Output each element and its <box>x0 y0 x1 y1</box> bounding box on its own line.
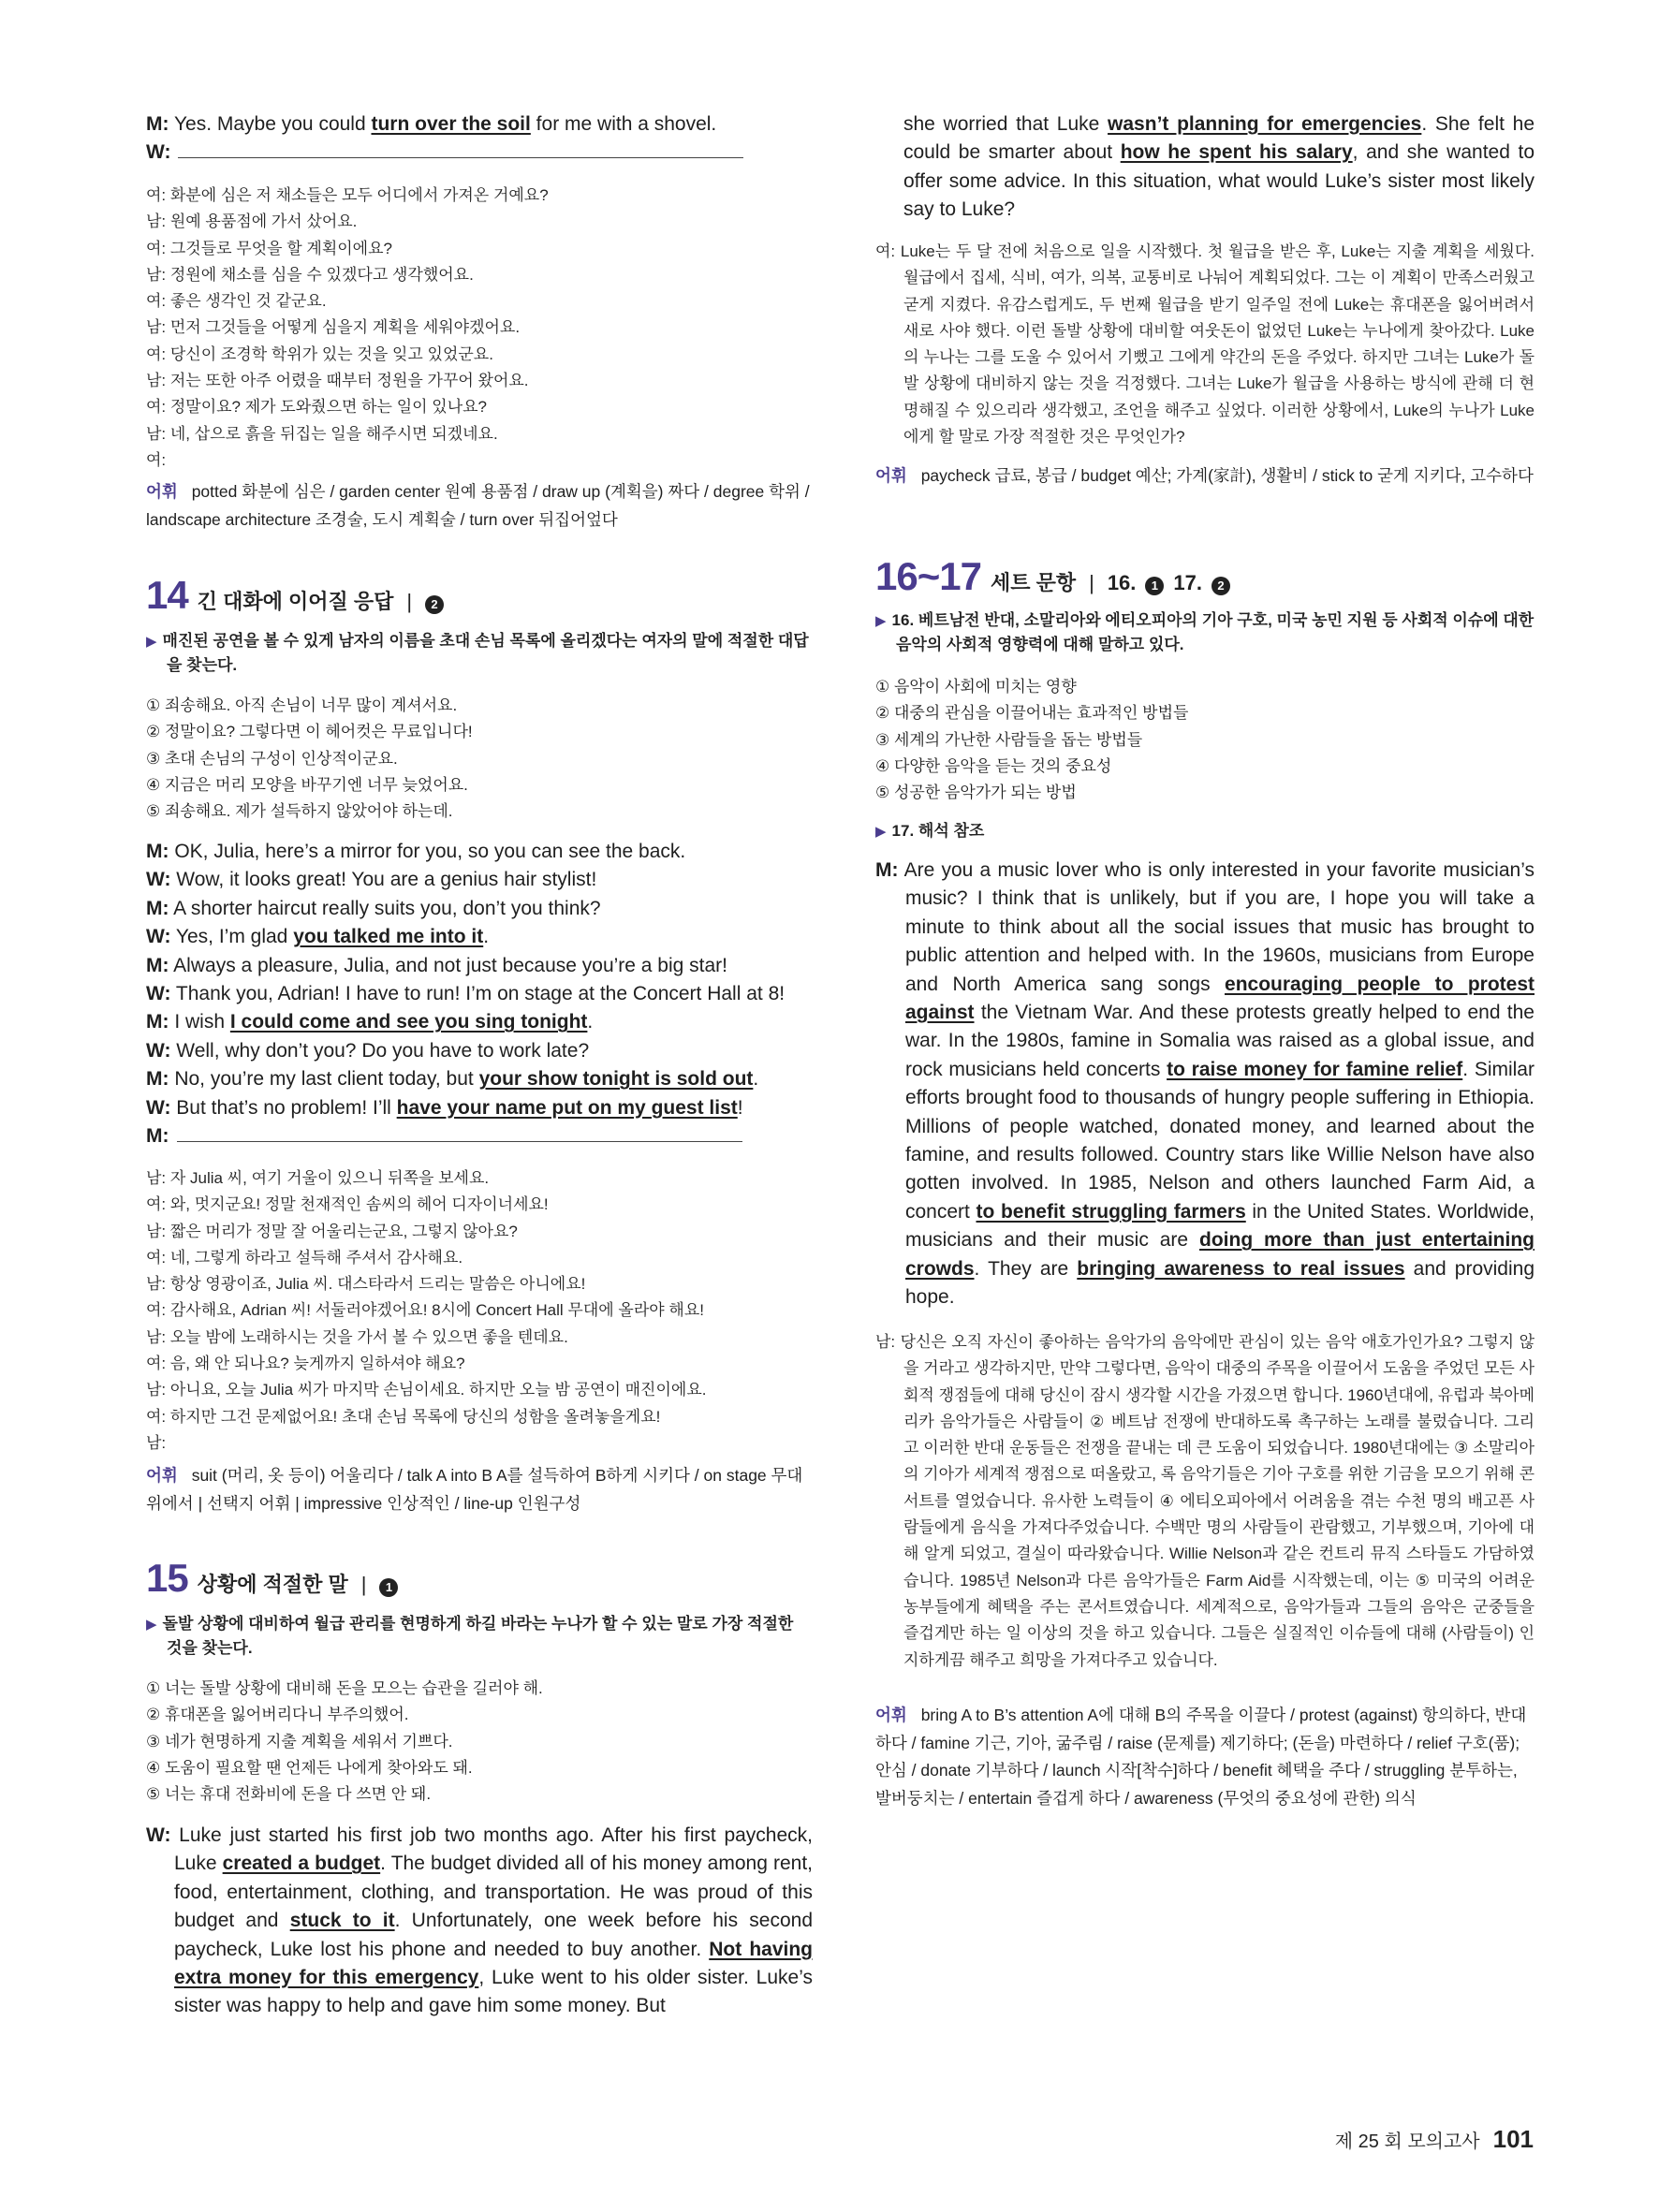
q15-options <box>146 1676 813 1808</box>
text-line: ⑤ 성공한 음악가가 되는 방법 <box>875 784 1077 802</box>
text-line: ③ 네가 현명하게 지출 계획을 세워서 기쁘다. <box>146 1732 453 1751</box>
dialogue-turn <box>146 139 813 167</box>
top-translation <box>146 183 813 474</box>
text-line: 여: <box>146 450 167 469</box>
text-line: 여: 하지만 그건 문제없어요! 초대 손님 목록에 당신의 성함을 올려놓을게요! <box>146 1407 661 1426</box>
underlined-phrase: you talked me into it <box>293 926 484 948</box>
text-line: 여: 당신이 조경학 학위가 있는 것을 잊고 있었군요. <box>146 344 493 363</box>
text-line: 여: 와, 멋지군요! 정말 천재적인 솜씨의 헤어 디자이너세요! <box>146 1195 549 1214</box>
question-number: 16~17 <box>875 554 981 598</box>
text-run: . <box>587 1011 594 1033</box>
text-line: 남: 짧은 머리가 정말 잘 어울리는군요, 그렇지 않아요? <box>146 1222 518 1240</box>
footer-label: 제 25 회 모의고사 <box>1334 2131 1480 2152</box>
speaker-label: M: <box>146 1068 169 1091</box>
q14-vocab <box>146 1462 813 1517</box>
dialogue-turn <box>146 1122 813 1150</box>
text-line: ④ 도움이 필요할 땐 언제든 나에게 찾아와도 돼. <box>146 1758 473 1777</box>
speaker-label: M: <box>875 859 899 881</box>
text-line: ④ 지금은 머리 모양을 바꾸기엔 너무 늦었어요. <box>146 775 468 794</box>
text-line: 남: 자 Julia 씨, 여기 거울이 있으니 뒤쪽을 보세요. <box>146 1169 490 1187</box>
vocab-text: paycheck 급료, 봉급 / budget 예산; 가계(家計), 생활비 / stick to 굳게 지키다, 고수하다 <box>920 466 1534 485</box>
dialogue-text <box>170 1097 742 1119</box>
text-line: ⑤ 죄송해요. 제가 설득하지 않았어야 하는데. <box>146 802 453 821</box>
top-dialogue <box>146 110 813 168</box>
text-run: . Unfortunately, one week before his second paycheck, Luke lost his phone and needed to buy another. <box>174 1910 814 1960</box>
q17-guide <box>875 819 1534 843</box>
question-title: 긴 대화에 이어질 응답 <box>197 590 394 613</box>
text-run: Thank you, Adrian! I have to run! I’m on stage at the Concert Hall at 8! <box>170 983 786 1005</box>
underlined-phrase: created a budget <box>222 1853 381 1875</box>
dialogue-turn <box>146 1065 813 1093</box>
translation-text: 남: 당신은 오직 자신이 좋아하는 음악가의 음악에만 관심이 있는 음악 애호가인가요? 그렇지 않을 거라고 생각하지만, 만약 그렇다면, 음악이 대중의 주목을 이끌어서 도움을 주었던 모든 사회적 쟁점들에 대해 당신이 잠시 생각할 시간을 가졌으면 합니다. 1960년대에, 유럽과 북아메리카 음악가들은 사람들이 ② 베트남 전쟁에 반대하도록 촉구하는 노래를 불렀습니다. 그리고 이러한 반대 운동들은 전쟁을 끝내는 데 큰 도움이 되었습니다. 1980년대에는 ③ 소말리아의 기아가 세계적 쟁점으로 떠올랐고, 록 음악기들은 기아 구호를 위한 기금을 모으기 위해 콘서트를 열었습니다. 유사한 노력들이 ④ 에티오피아에서 어려움을 겪는 수천 명의 배고픈 사람들에게 음식을 가져다주었습니다. 수백만 명의 사람들이 관람했고, 기부했으며, 기아에 대해 알게 되었고, 결실이 따라왔습니다. Willie Nelson과 같은 컨트리 뮤직 스타들도 가담하였습니다. 1985년 Nelson과 다른 음악가들은 Farm Aid를 시작했는데, 이는 ⑤ 미국의 어려운 농부들에게 혜택을 주는 콘서트였습니다. 세계적으로, 음악가들과 그들의 음악은 군중들을 즐겁게만 하는 일 이상의 것을 하고 있습니다. 그들은 실질적인 이슈들에 대해 (사람들이) 인지하게끔 해주고 희망을 가져다주고 있습니다. <box>875 1333 1534 1669</box>
text-run: Well, why don’t you? Do you have to work late? <box>170 1039 590 1062</box>
text-run: Yes. Maybe you could <box>169 113 372 135</box>
dialogue-text <box>169 955 728 976</box>
text-line: ④ 다양한 음악을 듣는 것의 중요성 <box>875 756 1112 775</box>
text-run: , Luke went to his older sister. Luke’s sister was happy to help and gave him some money. But <box>174 1967 813 2017</box>
text-line: ⑤ 너는 휴대 전화비에 돈을 다 쓰면 안 돼. <box>146 1785 432 1804</box>
text-line: ③ 세계의 가난한 사람들을 돕는 방법들 <box>875 730 1143 749</box>
dialogue-turn <box>146 838 813 866</box>
speaker-label: W: <box>146 983 171 1005</box>
dialogue-turn <box>146 866 813 894</box>
answer-mark-icon: 1 <box>379 1578 398 1597</box>
q14-header <box>146 573 813 618</box>
text-run: , and she wanted to offer some advice. In this situation, what would Luke’s sister most likely say to Luke? <box>903 141 1535 221</box>
dialogue-text <box>169 898 601 919</box>
triangle-icon: ▶ <box>875 824 887 840</box>
text-run: . The budget divided all of his money among rent, food, entertainment, clothing, and transportation. He was proud of this budget and <box>174 1853 813 1932</box>
text-run: Wow, it looks great! You are a genius hair stylist! <box>170 869 597 891</box>
dialogue-text <box>170 983 785 1004</box>
vocab-label: 어휘 <box>146 1466 178 1485</box>
text-run: A shorter haircut really suits you, don’t you think? <box>169 897 601 919</box>
text-line: ② 대중의 관심을 이끌어내는 효과적인 방법들 <box>875 704 1189 723</box>
speaker-label: M: <box>146 1011 169 1033</box>
speaker-label: W: <box>146 1824 171 1846</box>
text-line: 남: 원예 용품점에 가서 샀어요. <box>146 212 358 231</box>
speaker-label: M: <box>146 897 169 919</box>
q14-translation <box>146 1165 813 1457</box>
underlined-phrase: Not having extra money for this emergency <box>174 1938 813 1989</box>
speaker-label: W: <box>146 926 171 948</box>
text-run: Luke just started his first job two months ago. After his first paycheck, Luke <box>170 1824 813 1875</box>
q1617-vocab <box>875 1702 1534 1812</box>
vocab-label: 어휘 <box>875 1706 907 1724</box>
text-run: in the United States. Worldwide, musicians and their music are <box>905 1200 1534 1252</box>
answer-blank <box>178 156 743 158</box>
text-line: 남: 먼저 그것들을 어떻게 심을지 계획을 세워야겠어요. <box>146 318 521 337</box>
underlined-phrase: bringing awareness to real issues <box>1077 1257 1405 1280</box>
q15-vocab <box>875 462 1534 491</box>
underlined-phrase: I could come and see you sing tonight <box>229 1011 588 1033</box>
vocab-text: suit (머리, 옷 등이) 어울리다 / talk A into B A를 설득하여 B하게 시키다 / on stage 무대 위에서 | 선택지 어휘 | impressive 인상적인 / line-up 인원구성 <box>146 1466 803 1513</box>
text-run: and providing hope. <box>905 1257 1535 1309</box>
dialogue-turn <box>146 980 813 1008</box>
text-run: ! <box>737 1096 743 1119</box>
dialogue-turn <box>146 952 813 980</box>
dialogue-turn <box>146 1094 813 1122</box>
q1617-translation <box>875 1329 1534 1674</box>
underlined-phrase: encouraging people to protest against <box>905 973 1535 1024</box>
vocab-text: bring A to B’s attention A에 대해 B의 주목을 이끌다 / protest (against) 항의하다, 반대하다 / famine 기근, 기아, 굶주림 / raise (문제를) 제기하다; (돈을) 마련하다 / relief 구호(품); 안심 / donate 기부하다 / launch 시작[착수]하다 / benefit 혜택을 주다 / struggling 분투하는, 발버둥치는 / entertain 즐겁게 하다 / awareness (무엇의 중요성에 관한) 의식 <box>875 1706 1527 1808</box>
text-run: . They are <box>974 1257 1078 1280</box>
speaker-label: W: <box>146 141 171 164</box>
text-run: . Similar efforts brought food to thousands of hungry people suffering in Ethiopia. Millions of people watched, donated money, and learned about the famine, and results followed. Country stars like Willie Nelson have also gotten involved. In 1985, Nelson and others launched Farm Aid, a concert <box>905 1058 1534 1223</box>
underlined-phrase: stuck to it <box>289 1910 395 1932</box>
text-line: 여: 좋은 생각인 것 같군요. <box>146 292 327 311</box>
vocab-label: 어휘 <box>146 482 178 501</box>
q15-monologue-cont <box>875 110 1534 225</box>
answer-label-17: 17. <box>1173 571 1202 594</box>
text-line: ② 정말이요? 그렇다면 이 헤어컷은 무료입니다! <box>146 723 473 741</box>
q15-guide <box>146 1612 813 1660</box>
text-line: ① 음악이 사회에 미치는 영향 <box>875 678 1077 696</box>
dialogue-text <box>169 1011 594 1033</box>
q14-options <box>146 693 813 825</box>
underlined-phrase: to benefit struggling farmers <box>976 1200 1246 1223</box>
dialogue-text <box>169 841 686 862</box>
dialogue-turn <box>146 110 813 139</box>
monologue-text <box>170 1824 813 2016</box>
answer-mark-icon: 2 <box>425 595 444 614</box>
text-line: 여: 그것들로 무엇을 할 계획이에요? <box>146 239 392 257</box>
q1617-monologue <box>875 857 1534 1312</box>
answer-mark-icon: 2 <box>1211 577 1230 595</box>
speaker-label: M: <box>146 841 169 862</box>
text-run: . She felt he could be smarter about <box>903 113 1534 164</box>
question-title: 상황에 적절한 말 <box>197 1573 348 1596</box>
text-line: ① 너는 돌발 상황에 대비해 돈을 모으는 습관을 길러야 해. <box>146 1679 543 1697</box>
text-line: 남: 네, 삽으로 흙을 뒤집는 일을 해주시면 되겠네요. <box>146 424 498 443</box>
text-run: the Vietnam War. And these protests greatly helped to end the war. In the 1980s, famine in Somalia was raised as a global issue, and rock musicians held concerts <box>905 1002 1534 1080</box>
q15-monologue <box>146 1822 813 2021</box>
dialogue-text <box>169 113 717 135</box>
monologue-text <box>903 113 1534 220</box>
underlined-phrase: wasn’t planning for emergencies <box>1108 113 1422 135</box>
text-run: But that’s no problem! I’ll <box>170 1096 397 1119</box>
vocab-text: potted 화분에 심은 / garden center 원예 용품점 / draw up (계획을) 짜다 / degree 학위 / landscape architecture 조경술, 도시 계획술 / turn over 뒤집어엎다 <box>146 482 810 529</box>
question-number: 15 <box>146 1556 188 1600</box>
answer-blank <box>177 1140 742 1142</box>
q15-translation <box>875 239 1534 450</box>
underlined-phrase: how he spent his salary <box>1120 141 1353 164</box>
answer-mark-icon: 1 <box>1145 577 1164 595</box>
text-run: Are you a music lover who is only interested in your favorite musician’s music? I think that is unlikely, but if you are, I hope you will take a minute to think about all the social issues that music has brought to public attention and helped with. In the 1960s, musicians from Europe and North America sang songs <box>898 859 1534 995</box>
dialogue-turn <box>146 923 813 951</box>
dialogue-text <box>170 926 489 947</box>
page-footer <box>1335 2125 1534 2154</box>
underlined-phrase: have your name put on my guest list <box>396 1096 738 1119</box>
underlined-phrase: turn over the soil <box>371 113 531 135</box>
dialogue-text <box>170 869 596 890</box>
speaker-label: W: <box>146 1039 171 1062</box>
triangle-icon: ▶ <box>146 1617 157 1633</box>
top-vocab <box>146 478 813 534</box>
dialogue-text <box>170 1040 589 1062</box>
question-number: 14 <box>146 573 188 617</box>
page-number: 101 <box>1492 2125 1534 2153</box>
dialogue-turn <box>146 895 813 923</box>
text-line: 남: 저는 또한 아주 어렸을 때부터 정원을 가꾸어 왔어요. <box>146 372 529 390</box>
text-run: OK, Julia, here’s a mirror for you, so you can see the back. <box>169 841 686 862</box>
underlined-phrase: your show tonight is sold out <box>478 1068 754 1091</box>
text-run: Yes, I’m glad <box>170 926 294 948</box>
q14-guide <box>146 629 813 677</box>
text-run: for me with a shovel. <box>530 113 717 135</box>
speaker-label: M: <box>146 113 169 135</box>
guide-text: 매진된 공연을 볼 수 있게 남자의 이름을 초대 손님 목록에 올리겠다는 여자의 말에 적절한 대답을 찾는다. <box>162 632 809 674</box>
divider: | <box>360 1573 367 1596</box>
text-line: 남: 정원에 채소를 심을 수 있겠다고 생각했어요. <box>146 265 474 284</box>
answer-label-16: 16. <box>1107 571 1137 594</box>
underlined-phrase: doing more than just entertaining crowds <box>905 1229 1534 1280</box>
text-line: 남: <box>146 1433 167 1452</box>
question-title: 세트 문항 <box>990 571 1077 594</box>
triangle-icon: ▶ <box>875 613 887 629</box>
q16-guide <box>875 608 1534 656</box>
guide-text: 16. 베트남전 반대, 소말리아와 에티오피아의 기아 구호, 미국 농민 지원 등 사회적 이슈에 대한 음악의 사회적 영향력에 대해 말하고 있다. <box>891 611 1534 653</box>
speaker-label: W: <box>146 869 171 891</box>
underlined-phrase: to raise money for famine relief <box>1167 1058 1463 1080</box>
dialogue-turn <box>146 1037 813 1065</box>
monologue-text <box>899 859 1535 1308</box>
q1617-header <box>875 554 1534 599</box>
text-line: 남: 아니요, 오늘 Julia 씨가 마지막 손님이세요. 하지만 오늘 밤 공연이 매진이에요. <box>146 1381 707 1399</box>
text-line: 여: 네, 그렇게 하라고 설득해 주셔서 감사해요. <box>146 1248 463 1267</box>
text-run: Always a pleasure, Julia, and not just because you’re a big star! <box>169 954 728 976</box>
text-run: No, you’re my last client today, but <box>169 1068 479 1091</box>
divider: | <box>1089 571 1094 594</box>
text-run: . <box>483 926 490 948</box>
guide-text: 돌발 상황에 대비하여 월급 관리를 현명하게 하길 바라는 누나가 할 수 있는 말로 가장 적절한 것을 찾는다. <box>162 1615 794 1657</box>
text-line: ① 죄송해요. 아직 손님이 너무 많이 계셔서요. <box>146 696 458 714</box>
dialogue-text <box>169 1068 759 1090</box>
text-line: 여: 정말이요? 제가 도와줬으면 하는 일이 있나요? <box>146 398 487 417</box>
guide-text: 17. 해석 참조 <box>891 822 985 840</box>
speaker-label: M: <box>146 1125 169 1148</box>
q14-dialogue <box>146 838 813 1150</box>
speaker-label: W: <box>146 1096 171 1119</box>
text-line: 여: 감사해요, Adrian 씨! 서둘러야겠어요! 8시에 Concert Hall 무대에 올라야 해요! <box>146 1301 704 1320</box>
triangle-icon: ▶ <box>146 634 157 650</box>
text-run: I wish <box>169 1011 230 1033</box>
text-run: she worried that Luke <box>903 113 1109 135</box>
dialogue-turn <box>146 1008 813 1036</box>
vocab-label: 어휘 <box>875 466 907 485</box>
text-run: . <box>753 1068 759 1091</box>
text-line: 남: 오늘 밤에 노래하시는 것을 가서 볼 수 있으면 좋을 텐데요. <box>146 1327 568 1346</box>
text-line: ② 휴대폰을 잃어버리다니 부주의했어. <box>146 1706 409 1724</box>
text-line: 남: 항상 영광이죠, Julia 씨. 대스타라서 드리는 말씀은 아니에요! <box>146 1275 586 1294</box>
text-line: ③ 초대 손님의 구성이 인상적이군요. <box>146 749 398 768</box>
text-line: 여: 음, 왜 안 되나요? 늦게까지 일하셔야 해요? <box>146 1355 465 1373</box>
divider: | <box>406 590 413 613</box>
translation-text: 여: Luke는 두 달 전에 처음으로 일을 시작했다. 첫 월급을 받은 후, Luke는 지출 계획을 세웠다. 월급에서 집세, 식비, 여가, 의복, 교통비로 나눠어 계획되었다. 그는 이 계획이 만족스러웠고 굳게 지켰다. 유감스럽게도, 두 번째 월급을 받기 일주일 전에 Luke는 휴대폰을 잃어버려서 새로 사야 했다. 이런 돌발 상황에 대비할 여웃돈이 없었던 Luke는 누나에게 찾아갔다. Luke의 누나는 그를 도울 수 있어서 기뻤고 그에게 약간의 돈을 주었다. 하지만 그녀는 Luke가 돌발 상황에 대비하지 않는 것을 걱정했다. 그녀는 Luke가 월급을 사용하는 방식에 관해 더 현명해질 수 있으리라 생각했고, 조언을 해주고 싶었다. 이러한 상황에서, Luke의 누나가 Luke에게 할 말로 가장 적절한 것은 무엇인가? <box>875 242 1534 447</box>
q15-header <box>146 1556 813 1601</box>
q16-options <box>875 674 1534 806</box>
speaker-label: M: <box>146 954 169 976</box>
text-line: 여: 화분에 심은 저 채소들은 모두 어디에서 가져온 거예요? <box>146 186 549 204</box>
